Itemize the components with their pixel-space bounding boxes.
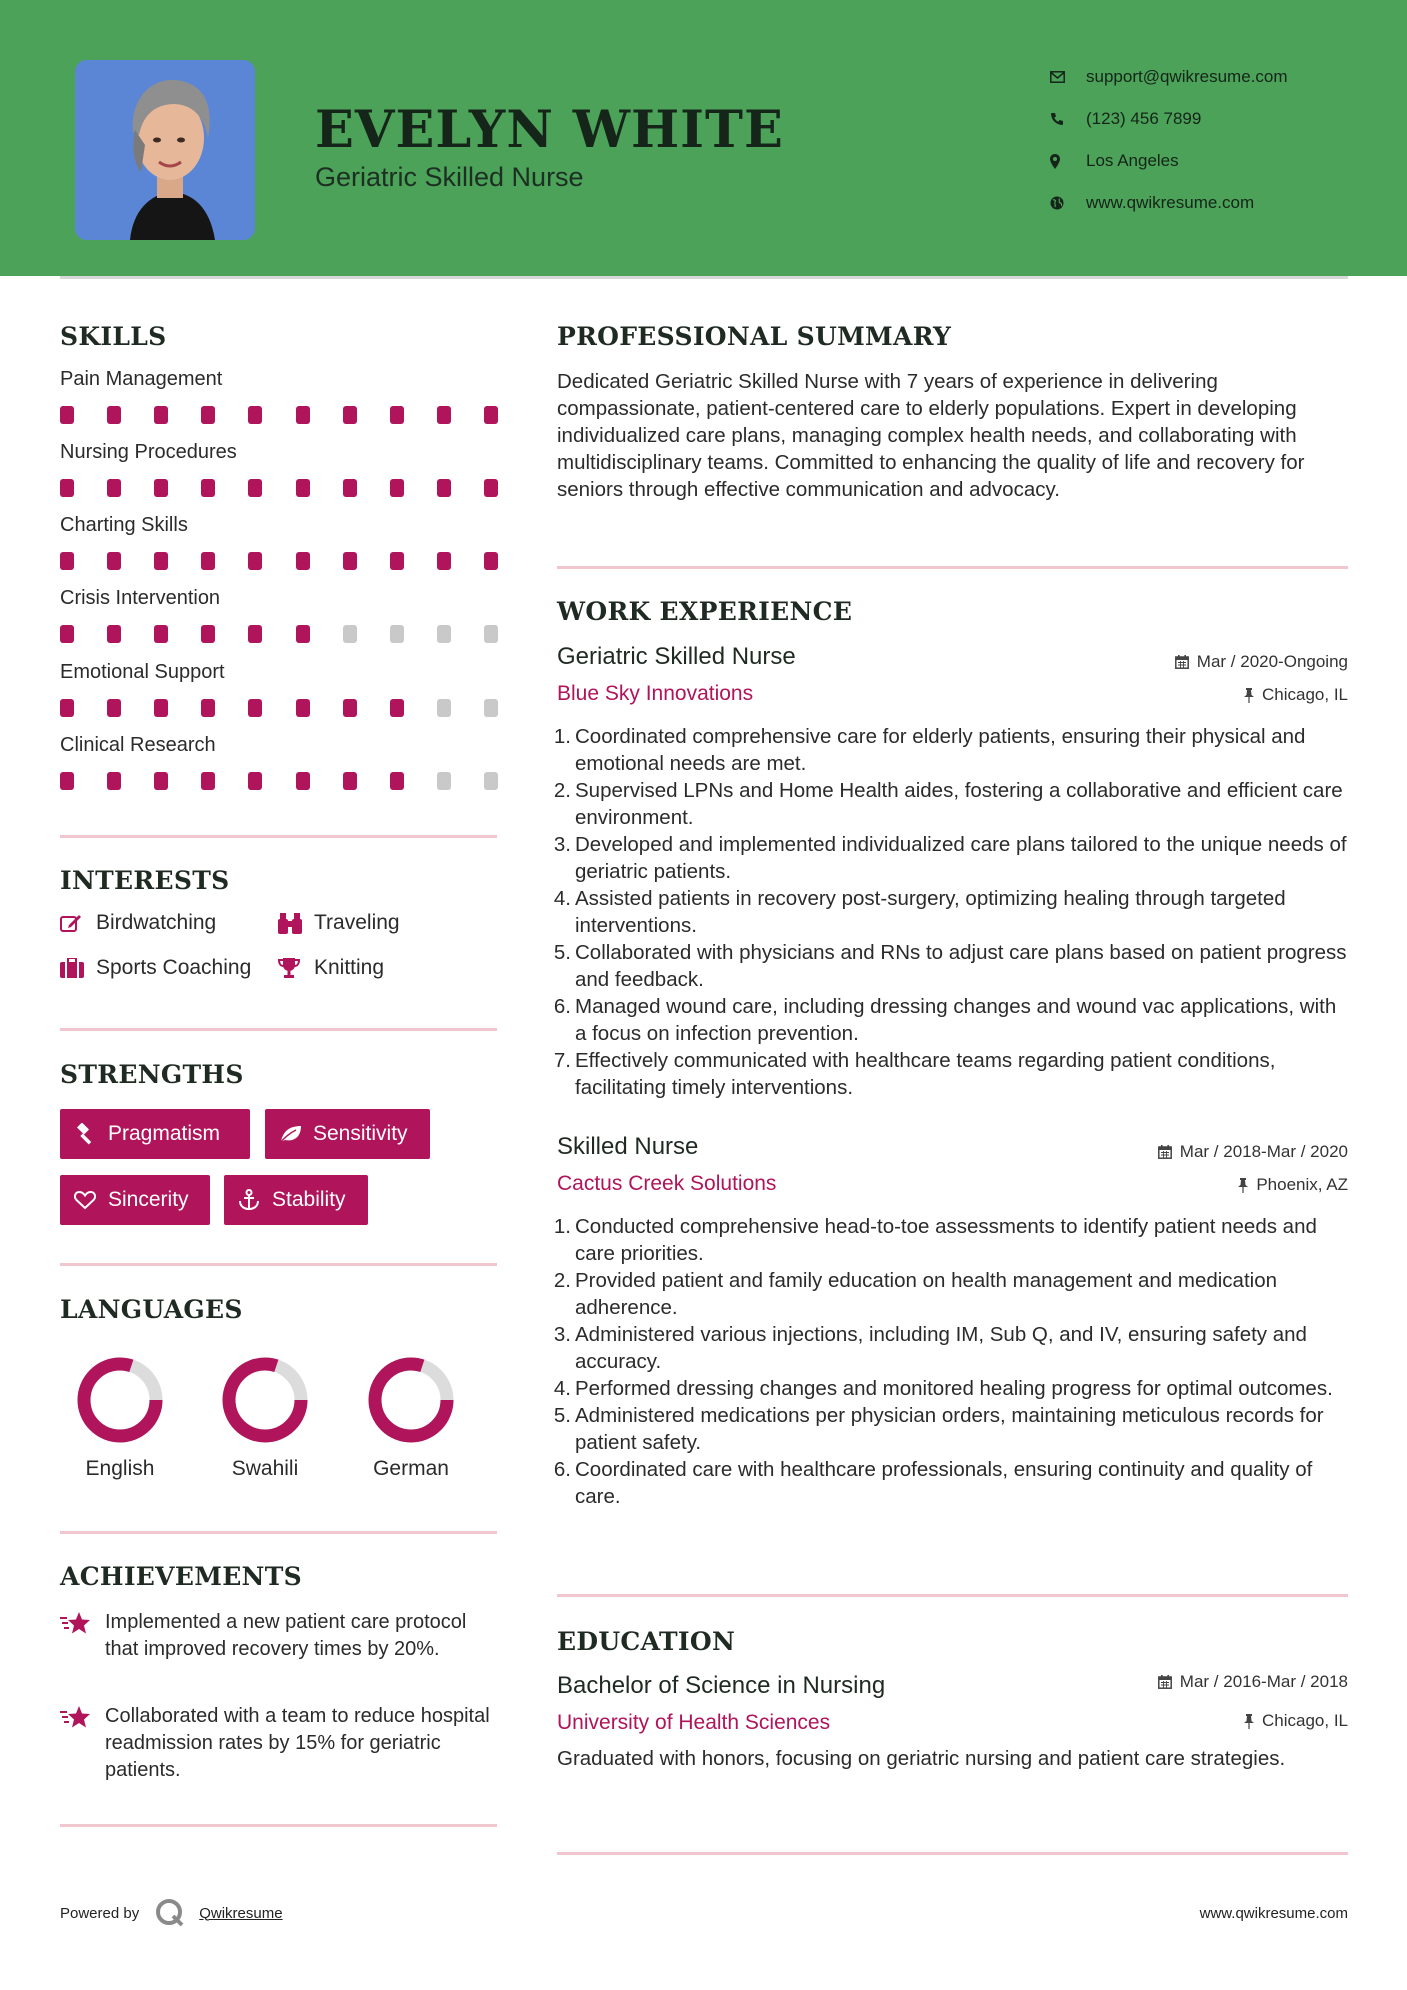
achievements-divider <box>60 1824 497 1827</box>
gavel-icon <box>74 1123 108 1145</box>
rating-dot-filled <box>154 479 168 497</box>
rating-dot-filled <box>154 699 168 717</box>
responsibility-text: Performed dressing changes and monitored healing progress for optimal outcomes. <box>575 1377 1333 1400</box>
rating-dot-empty <box>484 699 498 717</box>
interest-label: Traveling <box>314 911 400 934</box>
skill-name: Pain Management <box>60 368 223 390</box>
qwikresume-logo-icon <box>155 1898 185 1928</box>
rating-dot-filled <box>60 406 74 424</box>
rating-dot-empty <box>437 625 451 643</box>
degree-name: Bachelor of Science in Nursing <box>557 1672 886 1699</box>
job-title: Geriatric Skilled Nurse <box>557 643 796 670</box>
contact-website-text: www.qwikresume.com <box>1086 193 1255 212</box>
interest-item <box>278 956 384 980</box>
responsibility-text: Effectively communicated with healthcare teams regarding patient conditions, facilitating timely interventions. <box>575 1049 1276 1099</box>
achievement-item <box>60 1609 500 1663</box>
contact-phone-text: (123) 456 7899 <box>1086 109 1202 128</box>
heart-icon <box>74 1190 108 1210</box>
header-divider <box>60 276 1348 279</box>
candidate-title: Geriatric Skilled Nurse <box>315 162 584 192</box>
job-location <box>1244 685 1348 705</box>
rating-dot-filled <box>60 479 74 497</box>
job-responsibilities <box>551 1213 1351 1510</box>
achievements-heading: ACHIEVEMENTS <box>60 1562 302 1591</box>
interest-item <box>60 911 216 935</box>
languages-heading: LANGUAGES <box>60 1295 243 1324</box>
portrait-illustration <box>75 60 255 240</box>
job-title: Skilled Nurse <box>557 1133 699 1160</box>
interest-label: Birdwatching <box>96 911 217 934</box>
globe-icon <box>1050 196 1086 210</box>
summary-divider <box>557 566 1348 569</box>
pushpin-icon <box>1238 1178 1248 1193</box>
language-level-ring <box>368 1357 454 1443</box>
skill-rating <box>60 552 498 570</box>
job-dates <box>1175 652 1348 672</box>
contact-email[interactable] <box>1050 56 1380 98</box>
rating-dot-filled <box>484 479 498 497</box>
strength-label: Sensitivity <box>313 1122 408 1145</box>
language-item <box>205 1357 325 1481</box>
interests-heading: INTERESTS <box>60 866 230 895</box>
contact-location <box>1050 140 1380 182</box>
rating-dot-empty <box>390 625 404 643</box>
resume-header <box>0 0 1407 276</box>
job-responsibilities <box>551 723 1351 1101</box>
responsibility-item: 5. Administered medications per physician orders, maintaining meticulous records for patient safety. <box>551 1402 1351 1456</box>
rating-dot-filled <box>107 699 121 717</box>
rating-dot-filled <box>296 625 310 643</box>
language-item <box>351 1357 471 1481</box>
phone-icon <box>1050 112 1086 126</box>
job-dates-text: Mar / 2018-Mar / 2020 <box>1179 1142 1348 1161</box>
skills-heading: SKILLS <box>60 322 167 351</box>
strength-tag <box>224 1175 368 1225</box>
experience-divider <box>557 1594 1348 1597</box>
responsibility-text: Supervised LPNs and Home Health aides, fostering a collaborative and efficient care environment. <box>575 779 1343 829</box>
calendar-icon <box>1158 1145 1172 1159</box>
skill-name: Crisis Intervention <box>60 587 221 609</box>
responsibility-item: 4. Assisted patients in recovery post-surgery, optimizing healing through targeted interventions. <box>551 885 1351 939</box>
responsibility-text: Collaborated with physicians and RNs to adjust care plans based on patient progress and feedback. <box>575 941 1347 991</box>
interest-item <box>60 956 251 980</box>
language-name: German <box>373 1457 449 1480</box>
rating-dot-filled <box>107 406 121 424</box>
responsibility-text: Provided patient and family education on health management and medication adherence. <box>575 1269 1278 1319</box>
rating-dot-filled <box>296 772 310 790</box>
contact-list <box>1050 56 1380 224</box>
skill-name: Charting Skills <box>60 514 188 536</box>
rating-dot-filled <box>343 552 357 570</box>
responsibility-text: Coordinated comprehensive care for elderly patients, ensuring their physical and emotional needs are met. <box>575 725 1306 775</box>
language-name: Swahili <box>231 1457 299 1480</box>
rating-dot-filled <box>154 552 168 570</box>
education-location-text: Chicago, IL <box>1262 1711 1348 1730</box>
rating-dot-filled <box>154 406 168 424</box>
interest-label: Knitting <box>314 956 385 979</box>
rating-dot-filled <box>60 772 74 790</box>
rating-dot-filled <box>201 772 215 790</box>
rating-dot-filled <box>484 552 498 570</box>
responsibility-item: 1. Conducted comprehensive head-to-toe assessments to identify patient needs and care priorities. <box>551 1213 1351 1267</box>
rating-dot-filled <box>201 625 215 643</box>
responsibility-text: Administered medications per physician orders, maintaining meticulous records for patient safety. <box>575 1404 1324 1454</box>
strength-label: Sincerity <box>108 1188 189 1211</box>
education-description: Graduated with honors, focusing on geriatric nursing and patient care strategies. <box>557 1747 1286 1770</box>
contact-email-text: support@qwikresume.com <box>1086 67 1288 86</box>
job-location-text: Chicago, IL <box>1262 685 1348 704</box>
trophy-icon <box>278 957 314 979</box>
responsibility-item: 4. Performed dressing changes and monitored healing progress for optimal outcomes. <box>553 1377 1333 1400</box>
rating-dot-filled <box>248 625 262 643</box>
contact-location-text: Los Angeles <box>1086 151 1179 170</box>
rating-dot-filled <box>296 552 310 570</box>
interests-divider <box>60 1028 497 1031</box>
job-dates <box>1158 1142 1348 1162</box>
star-award-icon <box>60 1703 105 1784</box>
rating-dot-empty <box>484 772 498 790</box>
strength-label: Stability <box>272 1188 346 1211</box>
skill-item <box>60 368 500 424</box>
skill-item <box>60 661 500 717</box>
footer-branding <box>60 1898 283 1928</box>
pushpin-icon <box>1244 1714 1254 1729</box>
strength-tag <box>265 1109 430 1159</box>
responsibility-text: Assisted patients in recovery post-surgery, optimizing healing through targeted interventions. <box>575 887 1286 937</box>
company-name: Blue Sky Innovations <box>557 682 754 705</box>
language-name: English <box>85 1457 155 1480</box>
experience-heading: WORK EXPERIENCE <box>557 597 853 626</box>
rating-dot-filled <box>390 772 404 790</box>
rating-dot-filled <box>107 552 121 570</box>
school-name: University of Health Sciences <box>557 1711 831 1734</box>
skill-item <box>60 441 500 497</box>
rating-dot-filled <box>296 406 310 424</box>
briefcase-icon <box>60 958 96 978</box>
rating-dot-filled <box>437 479 451 497</box>
rating-dot-filled <box>248 699 262 717</box>
strength-tag <box>60 1175 210 1225</box>
language-level-ring <box>77 1357 163 1443</box>
skill-rating <box>60 479 498 497</box>
profile-photo <box>75 60 255 240</box>
rating-dot-filled <box>437 406 451 424</box>
map-marker-icon <box>1050 154 1086 169</box>
skill-item <box>60 734 500 790</box>
rating-dot-filled <box>343 699 357 717</box>
skill-item <box>60 514 500 570</box>
job-location-text: Phoenix, AZ <box>1256 1175 1348 1194</box>
strength-tag <box>60 1109 250 1159</box>
rating-dot-filled <box>248 772 262 790</box>
skill-rating <box>60 625 498 643</box>
strengths-divider <box>60 1263 497 1266</box>
rating-dot-empty <box>437 699 451 717</box>
summary-text: Dedicated Geriatric Skilled Nurse with 7 years of experience in delivering compassionate, patient-centered care to elderly populations. Expert in developing individualized care plans, managing complex health needs, and collaborating with multidisciplinary teams. Committed to enhancing the quality of life and recovery for seniors through effective communication and advocacy. <box>557 370 1305 501</box>
rating-dot-filled <box>201 552 215 570</box>
strength-label: Pragmatism <box>108 1122 221 1145</box>
responsibility-item: 3. Administered various injections, including IM, Sub Q, and IV, ensuring safety and accuracy. <box>551 1321 1351 1375</box>
language-level-ring <box>222 1357 308 1443</box>
rating-dot-filled <box>60 625 74 643</box>
responsibility-item: 6. Managed wound care, including dressing changes and wound vac applications, with a focus on infection prevention. <box>551 993 1351 1047</box>
responsibility-item: 2. Supervised LPNs and Home Health aides, fostering a collaborative and efficient care environment. <box>551 777 1351 831</box>
skill-rating <box>60 699 498 717</box>
education-location <box>1244 1711 1348 1731</box>
education-dates <box>1158 1672 1348 1692</box>
rating-dot-filled <box>107 625 121 643</box>
contact-website[interactable] <box>1050 182 1380 224</box>
skill-name: Nursing Procedures <box>60 441 237 463</box>
strengths-heading: STRENGTHS <box>60 1060 244 1089</box>
education-divider <box>557 1852 1348 1855</box>
leaf-icon <box>279 1124 313 1144</box>
responsibility-text: Conducted comprehensive head-to-toe assessments to identify patient needs and care priorities. <box>575 1215 1317 1265</box>
rating-dot-filled <box>343 479 357 497</box>
anchor-icon <box>238 1189 272 1211</box>
skill-rating <box>60 406 498 424</box>
rating-dot-filled <box>484 406 498 424</box>
rating-dot-filled <box>390 552 404 570</box>
responsibility-text: Administered various injections, including IM, Sub Q, and IV, ensuring safety and accuracy. <box>575 1323 1307 1373</box>
rating-dot-filled <box>107 772 121 790</box>
languages-divider <box>60 1531 497 1534</box>
rating-dot-filled <box>154 625 168 643</box>
interest-label: Sports Coaching <box>96 956 252 979</box>
candidate-name: EVELYN WHITE <box>315 100 784 160</box>
skill-name: Clinical Research <box>60 734 216 756</box>
rating-dot-filled <box>60 552 74 570</box>
qwikresume-link[interactable]: Qwikresume <box>199 1904 283 1922</box>
skill-item <box>60 587 500 643</box>
job-dates-text: Mar / 2020-Ongoing <box>1196 652 1348 671</box>
rating-dot-empty <box>343 625 357 643</box>
responsibility-item: 3. Developed and implemented individualized care plans tailored to the unique needs of geriatric patients. <box>551 831 1351 885</box>
education-heading: EDUCATION <box>557 1627 736 1656</box>
language-item <box>60 1357 180 1481</box>
rating-dot-filled <box>154 772 168 790</box>
rating-dot-empty <box>484 625 498 643</box>
footer-website[interactable]: www.qwikresume.com <box>1199 1905 1348 1922</box>
rating-dot-filled <box>343 406 357 424</box>
rating-dot-filled <box>437 552 451 570</box>
responsibility-item: 7. Effectively communicated with healthcare teams regarding patient conditions, facilitating timely interventions. <box>551 1047 1351 1101</box>
rating-dot-filled <box>201 406 215 424</box>
rating-dot-filled <box>296 479 310 497</box>
rating-dot-filled <box>248 552 262 570</box>
responsibility-item: 2. Provided patient and family education on health management and medication adherence. <box>551 1267 1351 1321</box>
calendar-icon <box>1158 1675 1172 1689</box>
rating-dot-empty <box>437 772 451 790</box>
edit-icon <box>60 913 96 933</box>
star-award-icon <box>60 1609 105 1663</box>
rating-dot-filled <box>343 772 357 790</box>
responsibility-text: Developed and implemented individualized care plans tailored to the unique needs of geriatric patients. <box>575 833 1347 883</box>
rating-dot-filled <box>390 406 404 424</box>
rating-dot-filled <box>390 699 404 717</box>
achievement-text: Collaborated with a team to reduce hospital readmission rates by 15% for geriatric patients. <box>105 1705 490 1781</box>
rating-dot-filled <box>201 479 215 497</box>
rating-dot-filled <box>390 479 404 497</box>
contact-phone[interactable] <box>1050 98 1380 140</box>
skill-name: Emotional Support <box>60 661 225 683</box>
envelope-icon <box>1050 71 1086 83</box>
skills-divider <box>60 835 497 838</box>
skill-rating <box>60 772 498 790</box>
rating-dot-filled <box>296 699 310 717</box>
rating-dot-filled <box>107 479 121 497</box>
company-name: Cactus Creek Solutions <box>557 1172 777 1195</box>
responsibility-text: Coordinated care with healthcare professionals, ensuring continuity and quality of care. <box>575 1458 1313 1508</box>
responsibility-text: Managed wound care, including dressing changes and wound vac applications, with a focus on infection prevention. <box>575 995 1337 1045</box>
powered-by-text: Powered by <box>60 1904 140 1922</box>
pushpin-icon <box>1244 688 1254 703</box>
education-dates-text: Mar / 2016-Mar / 2018 <box>1179 1672 1348 1691</box>
binoculars-icon <box>278 912 314 934</box>
summary-heading: PROFESSIONAL SUMMARY <box>557 322 952 351</box>
responsibility-item: 5. Collaborated with physicians and RNs to adjust care plans based on patient progress and feedback. <box>551 939 1351 993</box>
rating-dot-filled <box>201 699 215 717</box>
responsibility-item: 6. Coordinated care with healthcare professionals, ensuring continuity and quality of care. <box>551 1456 1351 1510</box>
achievement-item <box>60 1703 500 1784</box>
rating-dot-filled <box>60 699 74 717</box>
rating-dot-filled <box>248 479 262 497</box>
job-location <box>1238 1175 1348 1195</box>
responsibility-item: 1. Coordinated comprehensive care for elderly patients, ensuring their physical and emotional needs are met. <box>551 723 1351 777</box>
interest-item <box>278 911 400 935</box>
rating-dot-filled <box>248 406 262 424</box>
calendar-icon <box>1175 655 1189 669</box>
achievement-text: Implemented a new patient care protocol that improved recovery times by 20%. <box>105 1611 467 1660</box>
